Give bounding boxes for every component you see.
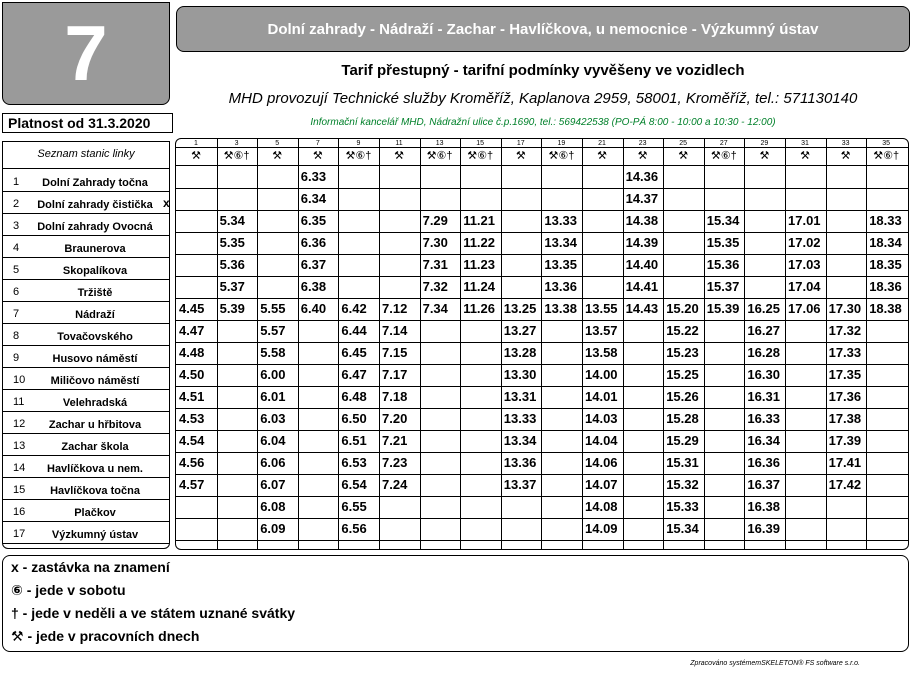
departure-time: 16.31 bbox=[747, 389, 780, 404]
route-title: Dolní zahrady - Nádraží - Zachar - Havlíčkova, u nemocnice - Výzkumný ústav bbox=[176, 6, 910, 52]
departure-time: 6.54 bbox=[341, 477, 367, 492]
departure-time: 6.44 bbox=[341, 323, 367, 338]
departure-time: 15.29 bbox=[666, 433, 699, 448]
departure-time: 15.34 bbox=[666, 521, 699, 536]
column-divider bbox=[866, 139, 867, 549]
stop-number: 6 bbox=[13, 286, 20, 298]
stop-number: 16 bbox=[13, 506, 26, 518]
stop-name: Velehradská bbox=[62, 397, 128, 409]
footer-credit: Zpracováno systémemSKELETON® FS software s.r.o. bbox=[690, 660, 860, 667]
departure-time: 14.36 bbox=[625, 169, 659, 184]
departure-time: 6.01 bbox=[260, 389, 286, 404]
departure-time: 6.45 bbox=[341, 345, 367, 360]
departure-time: 4.56 bbox=[179, 455, 205, 470]
stop-request-mark: x bbox=[163, 196, 170, 210]
departure-time: 6.51 bbox=[341, 433, 367, 448]
stop-number: 3 bbox=[13, 220, 20, 232]
departure-time: 14.41 bbox=[625, 279, 659, 294]
departure-time: 14.37 bbox=[625, 191, 659, 206]
legend-item: x - zastávka na znamení bbox=[11, 559, 170, 575]
departure-time: 11.24 bbox=[463, 279, 496, 294]
stop-name: Výzkumný ústav bbox=[51, 529, 139, 541]
departure-time: 6.36 bbox=[300, 235, 327, 250]
departure-time: 4.47 bbox=[179, 323, 205, 338]
departure-time: 13.36 bbox=[503, 455, 537, 470]
departure-time: 7.31 bbox=[422, 257, 448, 272]
departure-time: 14.39 bbox=[625, 235, 659, 250]
validity-date: Platnost od 31.3.2020 bbox=[2, 113, 173, 133]
departure-time: 6.09 bbox=[260, 521, 286, 536]
departure-time: 15.39 bbox=[706, 301, 740, 316]
stop-number: 8 bbox=[13, 330, 20, 342]
departure-time: 13.37 bbox=[503, 477, 537, 492]
stop-row bbox=[3, 411, 169, 434]
departure-time: 13.35 bbox=[544, 257, 577, 272]
departure-time: 14.01 bbox=[585, 389, 618, 404]
stop-name: Tržiště bbox=[77, 287, 113, 299]
departure-time: 16.33 bbox=[747, 411, 780, 426]
departure-time: 18.33 bbox=[869, 213, 902, 228]
trip-number: 25 bbox=[679, 140, 688, 147]
stop-number: 5 bbox=[13, 264, 20, 276]
departure-time: 14.00 bbox=[585, 367, 618, 382]
stop-row bbox=[3, 345, 169, 368]
column-divider bbox=[420, 139, 421, 549]
stop-name: Skopalíkova bbox=[62, 265, 128, 277]
departure-time: 11.22 bbox=[463, 235, 496, 250]
column-divider bbox=[704, 139, 705, 549]
stop-row bbox=[3, 433, 169, 456]
departure-time: 6.56 bbox=[341, 521, 367, 536]
stop-row bbox=[3, 235, 169, 258]
trip-day-symbols: ⚒⑥† bbox=[710, 150, 737, 162]
stop-list-header: Seznam stanic linky bbox=[3, 142, 169, 169]
departure-time: 17.01 bbox=[788, 213, 821, 228]
departure-time: 18.36 bbox=[869, 279, 902, 294]
departure-time: 6.40 bbox=[300, 301, 327, 316]
column-divider bbox=[460, 139, 461, 549]
departure-time: 6.00 bbox=[260, 367, 286, 382]
departure-time: 4.57 bbox=[179, 477, 205, 492]
departure-time: 16.27 bbox=[747, 323, 780, 338]
trip-day-symbols: ⚒ bbox=[759, 150, 770, 162]
stop-number: 12 bbox=[13, 418, 26, 430]
trip-day-symbols: ⚒ bbox=[312, 150, 323, 162]
departure-time: 15.36 bbox=[706, 257, 740, 272]
departure-time: 11.21 bbox=[463, 213, 496, 228]
departure-time: 13.25 bbox=[503, 301, 537, 316]
trip-day-symbols: ⚒ bbox=[515, 150, 526, 162]
departure-time: 7.14 bbox=[382, 323, 408, 338]
departure-time: 15.33 bbox=[666, 499, 699, 514]
departure-time: 15.22 bbox=[666, 323, 699, 338]
departure-time: 4.48 bbox=[179, 345, 205, 360]
departure-time: 17.33 bbox=[828, 345, 862, 360]
departure-time: 17.32 bbox=[828, 323, 862, 338]
departure-time: 6.07 bbox=[260, 477, 286, 492]
trip-number: 31 bbox=[801, 140, 809, 147]
trip-number: 1 bbox=[194, 140, 198, 147]
departure-time: 7.18 bbox=[382, 389, 408, 404]
departure-time: 17.38 bbox=[828, 411, 862, 426]
departure-time: 13.34 bbox=[503, 433, 537, 448]
departure-time: 15.26 bbox=[666, 389, 699, 404]
departure-time: 13.30 bbox=[503, 367, 537, 382]
trip-number: 5 bbox=[275, 140, 280, 147]
departure-time: 6.08 bbox=[260, 499, 286, 514]
departure-time: 6.33 bbox=[300, 169, 327, 184]
stop-name: Braunerova bbox=[64, 243, 126, 255]
departure-time: 15.32 bbox=[666, 477, 699, 492]
stop-row bbox=[3, 279, 169, 302]
departure-time: 5.35 bbox=[219, 235, 245, 250]
trip-day-symbols: ⚒ bbox=[394, 150, 404, 162]
stop-number: 2 bbox=[13, 198, 20, 210]
stop-row bbox=[3, 455, 169, 478]
departure-time: 4.53 bbox=[179, 411, 205, 426]
trip-day-symbols: ⚒⑥† bbox=[345, 150, 372, 162]
row-divider bbox=[176, 540, 909, 541]
legend-item: ⑥ - jede v sobotu bbox=[11, 582, 126, 598]
stop-row bbox=[3, 301, 169, 324]
trip-number: 19 bbox=[557, 140, 566, 147]
departure-time: 6.04 bbox=[260, 433, 286, 448]
departure-time: 16.28 bbox=[747, 345, 780, 360]
departure-time: 17.39 bbox=[828, 433, 862, 448]
departure-time: 6.50 bbox=[341, 411, 367, 426]
trip-day-symbols: ⚒ bbox=[191, 150, 201, 162]
departure-time: 15.34 bbox=[706, 213, 740, 228]
departure-time: 17.03 bbox=[788, 257, 821, 272]
departure-time: 17.42 bbox=[828, 477, 862, 492]
departure-time: 14.06 bbox=[585, 455, 618, 470]
stop-name: Plačkov bbox=[74, 507, 116, 519]
departure-time: 6.37 bbox=[300, 257, 327, 272]
stop-name: Dolní zahrady čistička bbox=[37, 199, 153, 211]
stop-number: 9 bbox=[13, 352, 20, 364]
departure-time: 14.03 bbox=[585, 411, 618, 426]
stop-number: 13 bbox=[13, 440, 26, 452]
stop-row bbox=[3, 257, 169, 280]
trip-number: 23 bbox=[638, 140, 647, 147]
departure-time: 7.15 bbox=[382, 345, 408, 360]
trip-day-symbols: ⚒ bbox=[678, 150, 689, 162]
legend-item: ⚒ - jede v pracovních dnech bbox=[11, 628, 200, 644]
trip-number: 21 bbox=[598, 140, 606, 147]
trip-number: 35 bbox=[882, 140, 891, 147]
departure-time: 15.20 bbox=[666, 301, 699, 316]
departure-time: 6.35 bbox=[300, 213, 327, 228]
stop-row bbox=[3, 389, 169, 412]
trip-number: 9 bbox=[356, 140, 361, 147]
departure-time: 13.31 bbox=[503, 389, 537, 404]
stop-name: Zachar škola bbox=[61, 441, 129, 453]
stop-row bbox=[3, 191, 169, 214]
column-divider bbox=[541, 139, 542, 549]
trip-day-symbols: ⚒⑥† bbox=[426, 150, 453, 162]
departure-time: 14.43 bbox=[625, 301, 659, 316]
trip-number: 33 bbox=[841, 140, 850, 147]
stop-name: Dolní Zahrady točna bbox=[42, 177, 148, 189]
departure-time: 14.04 bbox=[585, 433, 618, 448]
departure-time: 13.55 bbox=[585, 301, 618, 316]
line-number: 7 bbox=[2, 2, 170, 105]
stop-name: Zachar u hřbitova bbox=[48, 419, 142, 431]
departure-time: 15.23 bbox=[666, 345, 699, 360]
departure-time: 15.25 bbox=[666, 367, 699, 382]
departure-time: 17.02 bbox=[788, 235, 821, 250]
departure-time: 16.34 bbox=[747, 433, 780, 448]
departure-time: 5.37 bbox=[219, 279, 245, 294]
departure-time: 15.35 bbox=[706, 235, 740, 250]
departure-time: 15.28 bbox=[666, 411, 699, 426]
departure-time: 7.29 bbox=[422, 213, 448, 228]
departure-time: 17.35 bbox=[828, 367, 862, 382]
departure-time: 16.30 bbox=[747, 367, 780, 382]
trip-number: 13 bbox=[435, 140, 444, 147]
stop-number: 7 bbox=[13, 308, 20, 320]
departure-time: 17.06 bbox=[788, 301, 821, 316]
trip-number: 27 bbox=[719, 140, 728, 147]
departure-time: 13.36 bbox=[544, 279, 577, 294]
stop-row bbox=[3, 367, 169, 390]
trip-day-symbols: ⚒ bbox=[637, 150, 648, 162]
departure-time: 7.34 bbox=[422, 301, 448, 316]
departure-time: 7.20 bbox=[382, 411, 408, 426]
trip-number: 29 bbox=[760, 140, 769, 147]
departure-time: 7.17 bbox=[382, 367, 408, 382]
trip-day-symbols: ⚒⑥† bbox=[548, 150, 575, 162]
departure-time: 5.36 bbox=[219, 257, 245, 272]
departure-time: 7.21 bbox=[382, 433, 408, 448]
departure-time: 14.40 bbox=[625, 257, 659, 272]
departure-time: 13.58 bbox=[585, 345, 618, 360]
stop-name: Dolní zahrady Ovocná bbox=[37, 221, 153, 233]
departure-time: 17.04 bbox=[788, 279, 821, 294]
stop-row bbox=[3, 323, 169, 346]
departure-time: 6.06 bbox=[260, 455, 286, 470]
stop-number: 10 bbox=[13, 374, 26, 386]
departure-time: 13.38 bbox=[544, 301, 577, 316]
stop-number: 17 bbox=[13, 528, 26, 540]
departure-time: 13.34 bbox=[544, 235, 577, 250]
departure-time: 5.39 bbox=[219, 301, 245, 316]
departure-time: 6.55 bbox=[341, 499, 367, 514]
departure-time: 13.28 bbox=[503, 345, 537, 360]
column-divider bbox=[785, 139, 786, 549]
header-divider bbox=[176, 165, 909, 166]
timetable bbox=[175, 138, 909, 550]
departure-time: 17.36 bbox=[828, 389, 862, 404]
departure-time: 14.38 bbox=[625, 213, 659, 228]
trip-number: 3 bbox=[234, 140, 239, 147]
trip-day-symbols: ⚒⑥† bbox=[873, 150, 900, 162]
departure-time: 7.23 bbox=[382, 455, 408, 470]
departure-time: 4.45 bbox=[179, 301, 205, 316]
trip-day-symbols: ⚒ bbox=[597, 150, 607, 162]
departure-time: 18.34 bbox=[869, 235, 902, 250]
departure-time: 6.34 bbox=[300, 191, 327, 206]
departure-time: 7.24 bbox=[382, 477, 408, 492]
trip-day-symbols: ⚒ bbox=[272, 150, 283, 162]
departure-time: 17.30 bbox=[828, 301, 862, 316]
trip-day-symbols: ⚒ bbox=[800, 150, 810, 162]
departure-time: 16.25 bbox=[747, 301, 780, 316]
stop-list bbox=[2, 141, 170, 549]
departure-time: 6.38 bbox=[300, 279, 327, 294]
departure-time: 6.42 bbox=[341, 301, 367, 316]
departure-time: 18.35 bbox=[869, 257, 902, 272]
trip-day-symbols: ⚒⑥† bbox=[223, 150, 250, 162]
stop-name: Nádraží bbox=[75, 309, 115, 321]
trip-day-symbols: ⚒ bbox=[840, 150, 851, 162]
stop-name: Havlíčkova točna bbox=[50, 485, 140, 497]
trip-number: 7 bbox=[315, 140, 320, 147]
stop-row bbox=[3, 213, 169, 236]
stop-row bbox=[3, 499, 169, 522]
trip-number: 15 bbox=[476, 140, 485, 147]
departure-time: 18.38 bbox=[869, 301, 902, 316]
stop-number: 4 bbox=[13, 242, 20, 254]
trip-number: 11 bbox=[395, 140, 403, 147]
departure-time: 15.31 bbox=[666, 455, 699, 470]
departure-time: 6.03 bbox=[260, 411, 286, 426]
departure-time: 11.23 bbox=[463, 257, 496, 272]
departure-time: 4.50 bbox=[179, 367, 205, 382]
departure-time: 13.33 bbox=[544, 213, 577, 228]
legend bbox=[2, 555, 909, 652]
departure-time: 16.37 bbox=[747, 477, 780, 492]
stop-number: 1 bbox=[13, 176, 20, 188]
stop-number: 11 bbox=[13, 396, 25, 408]
legend-item: † - jede v neděli a ve státem uznané svátky bbox=[11, 605, 296, 621]
stop-number: 14 bbox=[13, 462, 26, 474]
stop-name: Husovo náměstí bbox=[52, 353, 138, 365]
departure-time: 6.53 bbox=[341, 455, 367, 470]
departure-time: 17.41 bbox=[828, 455, 862, 470]
departure-time: 4.54 bbox=[179, 433, 205, 448]
departure-time: 6.48 bbox=[341, 389, 367, 404]
departure-time: 13.33 bbox=[503, 411, 537, 426]
stop-row bbox=[3, 477, 169, 500]
departure-time: 6.47 bbox=[341, 367, 367, 382]
trip-day-symbols: ⚒⑥† bbox=[467, 150, 494, 162]
departure-time: 14.08 bbox=[585, 499, 618, 514]
stop-row bbox=[3, 169, 169, 192]
departure-time: 16.39 bbox=[747, 521, 780, 536]
stop-number: 15 bbox=[13, 484, 26, 496]
row-divider bbox=[176, 188, 909, 189]
departure-time: 5.34 bbox=[219, 213, 245, 228]
departure-time: 14.07 bbox=[585, 477, 618, 492]
stop-name: Havlíčkova u nem. bbox=[47, 463, 143, 475]
operator-info: MHD provozují Technické služby Kroměříž, Kaplanova 2959, 58001, Kroměříž, tel.: 571130140 bbox=[228, 90, 858, 107]
stop-row bbox=[3, 521, 169, 544]
departure-time: 5.55 bbox=[260, 301, 286, 316]
departure-time: 15.37 bbox=[706, 279, 740, 294]
column-divider bbox=[217, 139, 218, 549]
tarif-info: Tarif přestupný - tarifní podmínky vyvěšeny ve vozidlech bbox=[341, 62, 745, 79]
header-divider bbox=[176, 147, 909, 148]
departure-time: 16.36 bbox=[747, 455, 780, 470]
departure-time: 7.12 bbox=[382, 301, 408, 316]
stop-name: Tovačovského bbox=[57, 331, 133, 343]
departure-time: 13.57 bbox=[585, 323, 618, 338]
departure-time: 13.27 bbox=[503, 323, 537, 338]
departure-time: 7.30 bbox=[422, 235, 448, 250]
departure-time: 5.58 bbox=[260, 345, 286, 360]
office-info: Informační kancelář MHD, Nádražní ulice č.p.1690, tel.: 569422538 (PO-PÁ 8:00 - 10:00 a 10:30 - 12:00) bbox=[310, 117, 776, 128]
departure-time: 14.09 bbox=[585, 521, 618, 536]
departure-time: 4.51 bbox=[179, 389, 205, 404]
departure-time: 5.57 bbox=[260, 323, 286, 338]
stop-name: Miličovo náměstí bbox=[50, 375, 140, 387]
departure-time: 7.32 bbox=[422, 279, 448, 294]
departure-time: 11.26 bbox=[463, 301, 496, 316]
departure-time: 16.38 bbox=[747, 499, 780, 514]
trip-number: 17 bbox=[516, 140, 525, 147]
